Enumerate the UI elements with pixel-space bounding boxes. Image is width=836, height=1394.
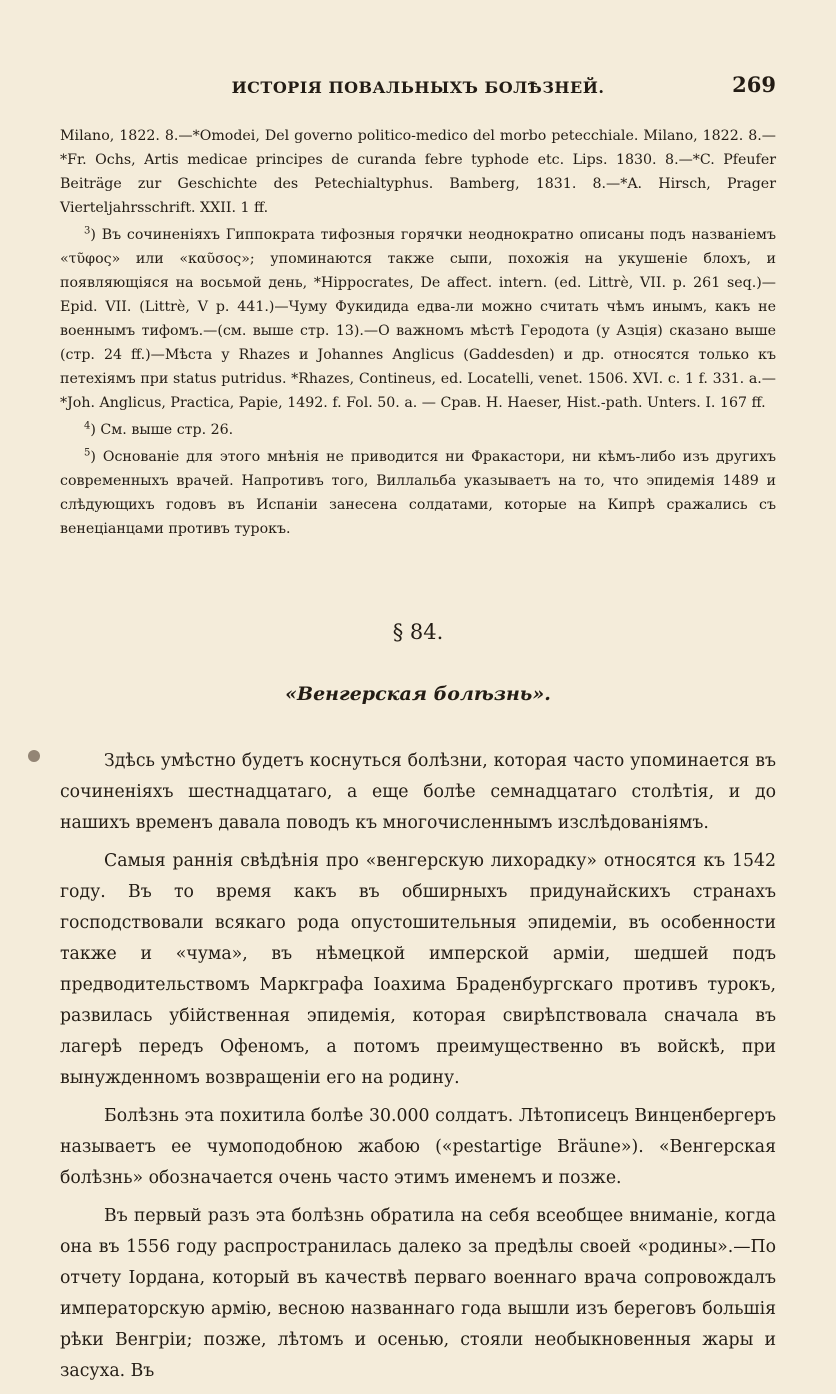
paragraph-3: Болѣзнь эта похитила болѣе 30.000 солдатъ. Лѣтописецъ Винценбергеръ называетъ ее чумоподобною жабою («pestartige Bräune»). «Венгерская болѣзнь» обозначается очень часто этимъ именемъ и позже.: [60, 1106, 776, 1188]
footnote-4-mark: 4: [84, 420, 91, 432]
footnotes: [60, 124, 776, 544]
footnote-4-text: ) См. выше стр. 26.: [90, 422, 234, 438]
section-title: «Венгерская болѣзнь».: [285, 683, 551, 705]
paragraph-4: Въ первый разъ эта болѣзнь обратила на себя всеобщее вниманіе, когда она въ 1556 году распространилась далеко за предѣлы своей «родины».—По отчету Іордана, который въ качествѣ перваго военнаго врача сопровождалъ императорскую армію, весною названнаго года вышли изъ береговъ большія рѣки Венгріи; позже, лѣтомъ и осенью, стояли необыкновенныя жары и засуха. Въ: [60, 1206, 776, 1381]
footnote-3-mark: 3: [84, 225, 91, 237]
footnote-continuation: Milano, 1822. 8.—*Omodei, Del governo politico-medico del morbo petecchiale. Milano, 1822. 8.—*Fr. Ochs, Artis medicae principes de curanda febre typhode etc. Lips. 1830. 8.—*C. Pfeufer Beiträge zur Geschichte des Petechialtyphus. Bamberg, 1831. 8.—*A. Hirsch, Prager Vierteljahrsschrift. XXII. 1 ff.: [60, 128, 776, 216]
footnote-5: [60, 445, 776, 541]
paragraph-2: Самыя раннія свѣдѣнія про «венгерскую лихорадку» относятся къ 1542 году. Въ то время какъ въ обширныхъ придунайскихъ странахъ господствовали всякаго рода опустошительныя эпидеміи, въ особенности также и «чума», въ нѣмецкой имперской арміи, шедшей подъ предводительствомъ Маркграфа Іоахима Браденбургскаго противъ турокъ, развилась убійственная эпидемія, которая свирѣпствовала сначала въ лагерѣ передъ Офеномъ, а потомъ преимущественно въ войскѣ, при вынужденномъ возвращеніи его на родину.: [60, 851, 776, 1088]
footnote-5-mark: 5: [84, 447, 91, 459]
footnote-3: [60, 223, 776, 415]
footnote-5-text: ) Основаніе для этого мнѣнія не приводится ни Фракастори, ни кѣмъ-либо изъ другихъ современныхъ врачей. Напротивъ того, Виллальба указываетъ на то, что эпидемія 1489 и слѣдующихъ годовъ въ Испаніи занесена солдатами, которые на Кипрѣ сражались съ венеціанцами противъ турокъ.: [60, 449, 776, 537]
footnote-4: [60, 418, 776, 442]
page-header: [60, 72, 776, 104]
paragraph-1: Здѣсь умѣстно будетъ коснуться болѣзни, которая часто упоминается въ сочиненіяхъ шестнадцатаго, а еще болѣе семнадцатаго столѣтія, и до нашихъ временъ давала поводъ къ многочисленнымъ изслѣдованіямъ.: [60, 751, 776, 833]
margin-ink-mark: [28, 750, 40, 762]
running-title: ИСТОРІЯ ПОВАЛЬНЫХЪ БОЛѢЗНЕЙ.: [231, 78, 605, 97]
page-number: 269: [732, 72, 776, 97]
footnote-3-text: ) Въ сочиненіяхъ Гиппократа тифозныя горячки неоднократно описаны подъ названіемъ «τῦφος» или «καῦσος»; упоминаются также сыпи, похожія на укушеніе блохъ, и появляющіяся на восьмой день, *Hippocrates, De affect. intern. (ed. Littrè, VII. p. 261 seq.)— Epid. VII. (Littrè, V p. 441.)—Чуму Фукидида едва-ли можно считать чѣмъ инымъ, какъ не военнымъ тифомъ.—(см. выше стр. 13).—О важномъ мѣстѣ Геродота (у Азція) сказано выше (стр. 24 ff.)—Мѣста у Rhazes и Johannes Anglicus (Gaddesden) и др. относятся только къ петехіямъ при status putridus. *Rhazes, Contineus, ed. Locatelli, venet. 1506. XVI. c. 1 f. 331. a.—*Joh. Anglicus, Practica, Papie, 1492. f. Fol. 50. a. — Срав. H. Haeser, Hist.-path. Unters. I. 167 ff.: [60, 227, 776, 411]
main-text: [60, 746, 776, 1394]
section-number: § 84.: [392, 620, 444, 644]
